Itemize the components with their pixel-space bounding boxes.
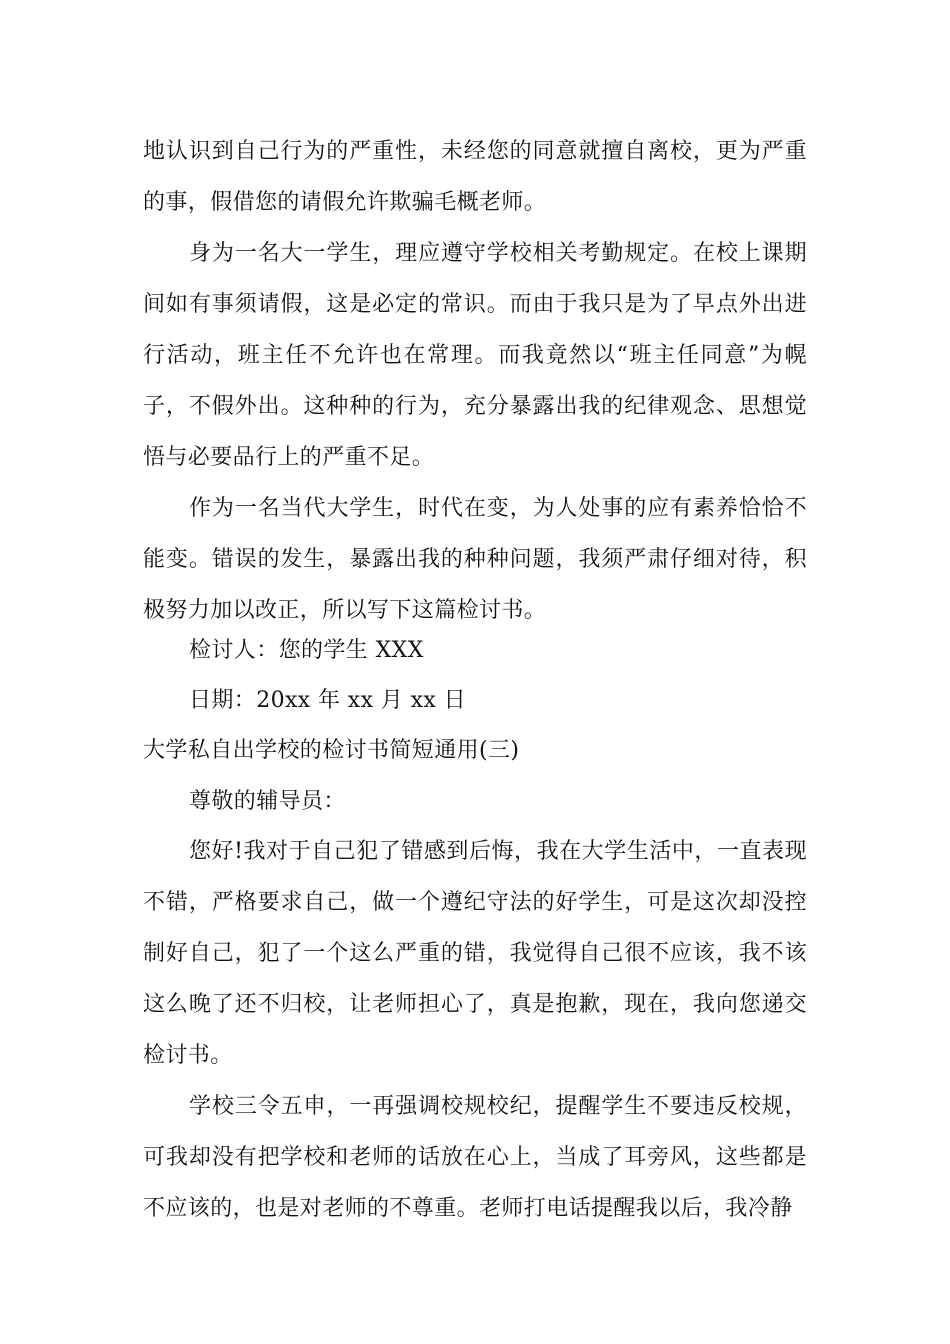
signer-line: 检讨人：您的学生 XXX bbox=[189, 638, 424, 663]
paragraph-continued: 地认识到自己行为的严重性，未经您的同意就擅自离校，更为严重的事，假借您的请假允许欺骗毛概老师。 bbox=[143, 139, 807, 215]
section-title: 大学私自出学校的检讨书简短通用(三) bbox=[143, 738, 520, 763]
paragraph-apology: 您好!我对于自己犯了错感到后悔，我在大学生活中，一直表现不错，严格要求自己，做一个遵纪守法的好学生，可是这次却没控制好自己，犯了一个这么严重的错，我觉得自己很不应该，我不该这么晚了还不归校，让老师担心了，真是抱歉，现在，我向您递交检讨书。 bbox=[143, 839, 807, 1068]
date-line: 日期：20xx 年 xx 月 xx 日 bbox=[189, 688, 467, 713]
paragraph-attendance: 身为一名大一学生，理应遵守学校相关考勤规定。在校上课期间如有事须请假，这是必定的常识。而由于我只是为了早点外出进行活动，班主任不允许也在常理。而我竟然以“班主任同意”为幌子，不假外出。这种种的行为，充分暴露出我的纪律观念、思想觉悟与必要品行上的严重不足。 bbox=[143, 241, 807, 470]
paragraph-school-rules: 学校三令五申，一再强调校规校纪，提醒学生不要违反校规，可我却没有把学校和老师的话放在心上，当成了耳旁风，这些都是不应该的，也是对老师的不尊重。老师打电话提醒我以后，我冷静 bbox=[143, 1094, 807, 1221]
paragraph-reflection: 作为一名当代大学生，时代在变，为人处事的应有素养恰恰不能变。错误的发生，暴露出我的种种问题，我须严肃仔细对待，积极努力加以改正，所以写下这篇检讨书。 bbox=[143, 496, 807, 623]
salutation: 尊敬的辅导员： bbox=[189, 789, 346, 814]
